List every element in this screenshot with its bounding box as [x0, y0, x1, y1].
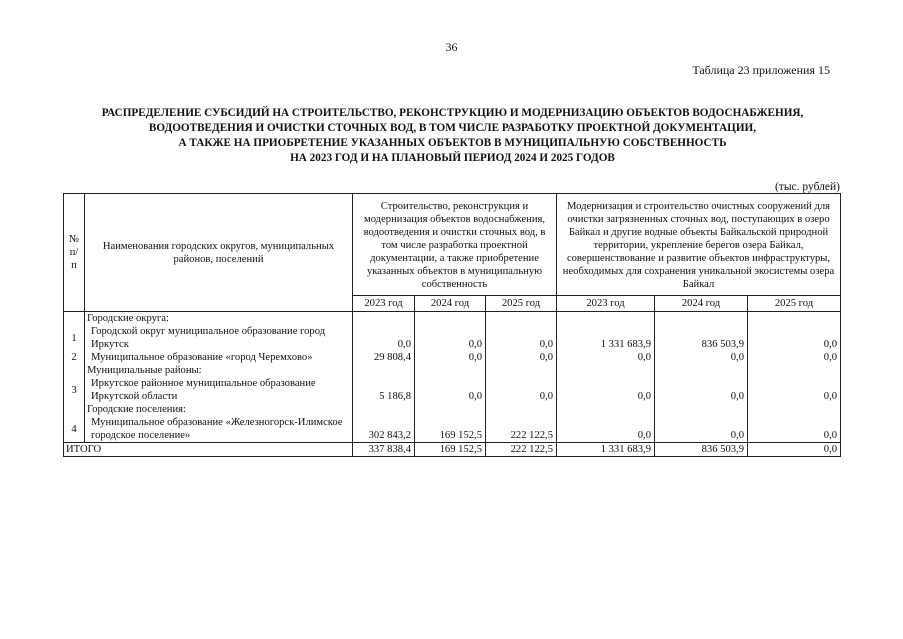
value-cell: 1 331 683,9 — [557, 325, 655, 351]
value-cell: 169 152,5 — [415, 416, 486, 443]
total-value: 1 331 683,9 — [557, 443, 655, 457]
total-value: 222 122,5 — [486, 443, 557, 457]
value-cell: 0,0 — [748, 377, 841, 403]
row-name: Иркутское районное муниципальное образование Иркутской области — [85, 377, 353, 403]
value-cell: 0,0 — [415, 325, 486, 351]
units-label: (тыс. рублей) — [774, 181, 840, 193]
section-row — [64, 403, 841, 416]
total-value: 0,0 — [748, 443, 841, 457]
heading-line: А ТАКЖЕ НА ПРИОБРЕТЕНИЕ УКАЗАННЫХ ОБЪЕКТОВ В МУНИЦИПАЛЬНУЮ СОБСТВЕННОСТЬ — [178, 137, 727, 149]
table-row — [64, 416, 841, 443]
section-row — [64, 312, 841, 326]
table-row — [64, 377, 841, 403]
value-cell: 0,0 — [557, 351, 655, 364]
total-value: 836 503,9 — [655, 443, 748, 457]
value-cell: 0,0 — [353, 325, 415, 351]
section-row — [64, 364, 841, 377]
year-header: 2023 год — [557, 296, 655, 312]
value-cell: 222 122,5 — [486, 416, 557, 443]
value-cell: 0,0 — [557, 377, 655, 403]
value-cell: 0,0 — [486, 351, 557, 364]
row-name: Городской округ муниципальное образование город Иркутск — [85, 325, 353, 351]
year-header: 2025 год — [748, 296, 841, 312]
value-cell: 5 186,8 — [353, 377, 415, 403]
page-number: 36 — [445, 40, 458, 54]
value-cell: 0,0 — [486, 325, 557, 351]
total-label: ИТОГО — [64, 443, 353, 457]
subsidy-table — [63, 193, 841, 457]
row-name: Муниципальное образование «Железногорск-Илимское городское поселение» — [85, 416, 353, 443]
year-header: 2024 год — [655, 296, 748, 312]
value-cell: 0,0 — [557, 416, 655, 443]
year-header: 2024 год — [415, 296, 486, 312]
col-name-header: Наименования городских округов, муниципальных районов, поселений — [85, 194, 353, 312]
value-cell: 0,0 — [415, 351, 486, 364]
value-cell: 302 843,2 — [353, 416, 415, 443]
total-value: 169 152,5 — [415, 443, 486, 457]
total-row — [64, 443, 841, 457]
value-cell: 0,0 — [748, 325, 841, 351]
heading-line: РАСПРЕДЕЛЕНИЕ СУБСИДИЙ НА СТРОИТЕЛЬСТВО, РЕКОНСТРУКЦИЮ И МОДЕРНИЗАЦИЮ ОБЪЕКТОВ ВОДОСНАБЖЕНИЯ, — [101, 107, 804, 119]
heading-line: ВОДООТВЕДЕНИЯ И ОЧИСТКИ СТОЧНЫХ ВОД, В ТОМ ЧИСЛЕ РАЗРАБОТКУ ПРОЕКТНОЙ ДОКУМЕНТАЦИИ, — [148, 122, 757, 134]
table-row — [64, 351, 841, 364]
value-cell: 0,0 — [748, 416, 841, 443]
year-header: 2025 год — [486, 296, 557, 312]
document-heading — [60, 106, 845, 166]
table-reference: Таблица 23 приложения 15 — [692, 63, 830, 77]
heading-line: НА 2023 ГОД И НА ПЛАНОВЫЙ ПЕРИОД 2024 И 2025 ГОДОВ — [290, 152, 615, 164]
value-cell: 0,0 — [655, 377, 748, 403]
section-label: Муниципальные районы: — [85, 364, 353, 377]
col-number-header: № п/п — [64, 194, 85, 312]
group2-header: Модернизация и строительство очистных сооружений для очистки загрязненных сточных вод, поступающих в озеро Байкал и другие водные объекты Байкальской природной территории, укрепление берегов озера Байкал, совершенствование и развитие объектов инфраструктуры, необходимых для сохранения уникальной экосистемы озера Байкал — [557, 194, 841, 296]
value-cell: 0,0 — [486, 377, 557, 403]
value-cell: 0,0 — [655, 416, 748, 443]
value-cell: 836 503,9 — [655, 325, 748, 351]
value-cell: 29 808,4 — [353, 351, 415, 364]
section-label: Городские округа: — [85, 312, 353, 326]
value-cell: 0,0 — [748, 351, 841, 364]
section-label: Городские поселения: — [85, 403, 353, 416]
value-cell: 0,0 — [415, 377, 486, 403]
table-row — [64, 325, 841, 351]
total-value: 337 838,4 — [353, 443, 415, 457]
row-name: Муниципальное образование «город Черемхово» — [85, 351, 353, 364]
year-header: 2023 год — [353, 296, 415, 312]
row-number: 3 — [64, 377, 85, 403]
row-number: 1 — [64, 325, 85, 351]
group1-header: Строительство, реконструкция и модернизация объектов водоснабжения, водоотведения и очистки сточных вод, в том числе разработка проектной документации, а также приобретение указанных объектов в муниципальную собственность — [353, 194, 557, 296]
row-number: 2 — [64, 351, 85, 364]
value-cell: 0,0 — [655, 351, 748, 364]
row-number: 4 — [64, 416, 85, 443]
